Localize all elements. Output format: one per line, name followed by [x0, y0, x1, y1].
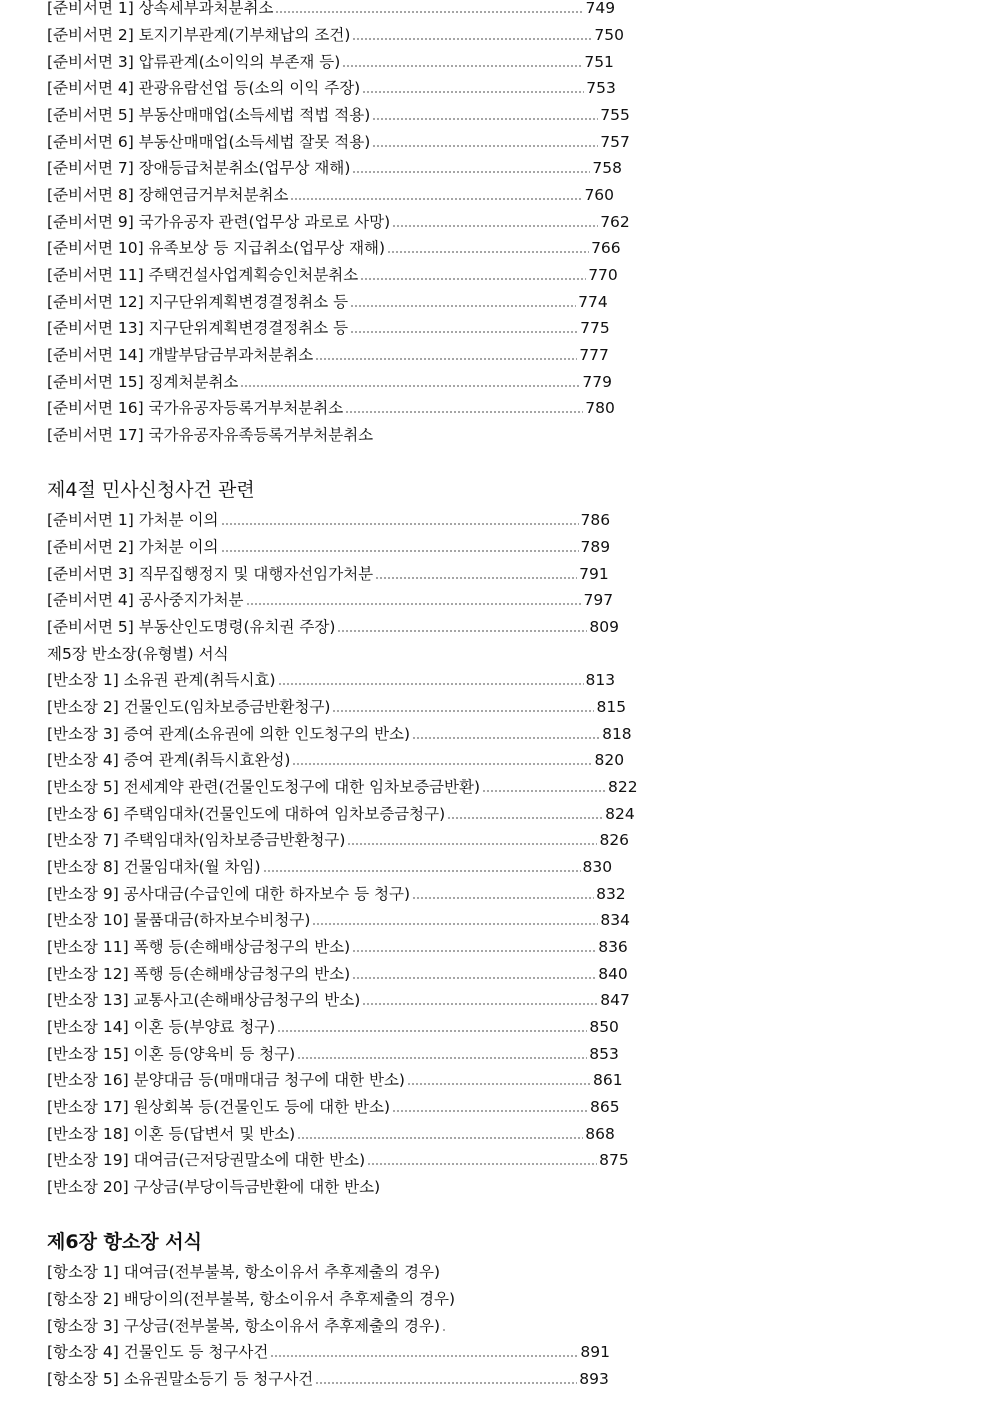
leader-dots	[315, 1382, 577, 1384]
toc-entry	[47, 774, 638, 800]
entry-page: 760	[584, 186, 615, 204]
entry-page: 766	[591, 239, 621, 257]
leader-dots	[275, 11, 583, 13]
toc-entry	[47, 1014, 619, 1040]
toc-entry	[47, 934, 628, 960]
entry-page: 755	[600, 106, 630, 124]
entry-label: [준비서면 5] 부동산매매업(소득세법 적법 적용)	[47, 106, 371, 124]
leader-dots	[345, 411, 583, 413]
leader-dots	[352, 977, 596, 979]
toc-entry	[47, 801, 635, 827]
toc-entry	[47, 1174, 380, 1200]
leader-dots	[392, 225, 598, 227]
entry-label: [반소장 4] 증여 관계(취득시효완성)	[47, 751, 291, 769]
entry-label: [준비서면 7] 장애등급처분취소(업무상 재해)	[47, 159, 351, 177]
leader-dots	[412, 897, 594, 899]
entry-page: 753	[586, 79, 616, 97]
entry-label: [항소장 3] 구상금(전부불복, 항소이유서 추후제출의 경우)	[47, 1317, 441, 1335]
toc-entry	[47, 0, 615, 21]
entry-page: 875	[599, 1151, 629, 1169]
entry-label: [반소장 2] 건물인도(임차보증금반환청구)	[47, 698, 331, 716]
entry-page: 853	[589, 1045, 619, 1063]
toc-entry	[47, 1094, 620, 1120]
leader-dots	[412, 737, 600, 739]
entry-page: 809	[589, 618, 619, 636]
leader-dots	[447, 817, 603, 819]
entry-label: [준비서면 9] 국가유공자 관련(업무상 과로로 사망)	[47, 213, 391, 231]
entry-page: 826	[599, 831, 630, 849]
entry-page: 815	[596, 698, 627, 716]
entry-page: 786	[580, 511, 611, 529]
entry-label: [준비서면 12] 지구단위계획변경결정취소 등	[47, 293, 349, 311]
toc-entry	[47, 854, 612, 880]
entry-page: 789	[580, 538, 611, 556]
toc-entry	[47, 1286, 455, 1312]
toc-entry	[47, 182, 614, 208]
entry-page: 797	[583, 591, 614, 609]
toc-entry	[47, 369, 612, 395]
entry-label: [준비서면 11] 주택건설사업계획승인처분취소	[47, 266, 359, 284]
entry-page: 749	[585, 0, 616, 17]
leader-dots	[263, 870, 581, 872]
entry-label: [반소장 3] 증여 관계(소유권에 의한 인도청구의 반소)	[47, 725, 411, 743]
leader-dots	[362, 91, 584, 93]
entry-label: [반소장 6] 주택임대차(건물인도에 대하여 임차보증금청구)	[47, 805, 446, 823]
entry-page: 822	[608, 778, 638, 796]
toc-entry	[47, 155, 622, 181]
leader-dots	[372, 145, 598, 147]
toc-entry	[47, 1147, 629, 1173]
entry-page: 770	[588, 266, 618, 284]
entry-label: [반소장 14] 이혼 등(부양료 청구)	[47, 1018, 276, 1036]
entry-label: [반소장 17] 원상회복 등(건물인도 등에 대한 반소)	[47, 1098, 390, 1116]
leader-dots	[372, 118, 598, 120]
entry-label: [반소장 11] 폭행 등(손해배상금청구의 반소)	[47, 938, 351, 956]
entry-page: 779	[582, 373, 612, 391]
leader-dots	[297, 1057, 587, 1059]
entry-label: [반소장 15] 이혼 등(양육비 등 청구)	[47, 1045, 296, 1063]
leader-dots	[347, 843, 597, 845]
entry-label: [준비서면 17] 국가유공자유족등록거부처분취소	[47, 426, 374, 444]
entry-label: [반소장 7] 주택임대차(임차보증금반환청구)	[47, 831, 346, 849]
leader-dots	[407, 1083, 591, 1085]
leader-dots	[352, 950, 596, 952]
toc-entry	[47, 262, 618, 288]
toc-entry	[47, 129, 630, 155]
leader-dots	[221, 523, 579, 525]
toc-entry	[47, 534, 610, 560]
toc-entry	[47, 507, 610, 533]
entry-label: [항소장 4] 건물인도 등 청구사건	[47, 1343, 269, 1361]
leader-dots	[362, 1003, 598, 1005]
toc-entry	[47, 1313, 448, 1339]
toc-entry	[47, 614, 619, 640]
toc-entry	[47, 694, 626, 720]
leader-dots	[392, 1110, 588, 1112]
entry-label: [준비서면 15] 징계처분취소	[47, 373, 239, 391]
entry-page: 836	[598, 938, 628, 956]
entry-label: [준비서면 10] 유족보상 등 지급취소(업무상 재해)	[47, 239, 386, 257]
entry-page: 813	[585, 671, 616, 689]
leader-dots	[350, 305, 576, 307]
entry-label: [반소장 16] 분양대금 등(매매대금 청구에 대한 반소)	[47, 1071, 405, 1089]
toc-entry	[47, 1259, 440, 1285]
leader-dots	[352, 38, 592, 40]
entry-page: 861	[592, 1071, 623, 1089]
leader-dots	[277, 1030, 587, 1032]
entry-page: 762	[600, 213, 630, 231]
toc-entry	[47, 961, 628, 987]
toc-entry	[47, 422, 373, 448]
leader-dots	[278, 683, 584, 685]
section-heading: 제6장 항소장 서식	[47, 1231, 202, 1253]
toc-entry	[47, 1067, 623, 1093]
leader-dots	[342, 65, 582, 67]
entry-label: [준비서면 6] 부동산매매업(소득세법 잘못 적용)	[47, 133, 371, 151]
entry-label: [반소장 19] 대여금(근저당권말소에 대한 반소)	[47, 1151, 366, 1169]
entry-page: 791	[579, 565, 609, 583]
entry-label: [준비서면 13] 지구단위계획변경결정취소 등	[47, 319, 349, 337]
entry-label: [반소장 8] 건물임대차(월 차임)	[47, 858, 261, 876]
leader-dots	[337, 630, 587, 632]
toc-entry	[47, 315, 610, 341]
toc-entry	[47, 75, 616, 101]
leader-dots	[367, 1163, 597, 1165]
entry-label: [반소장 12] 폭행 등(손해배상금청구의 반소)	[47, 965, 351, 983]
toc-entry	[47, 747, 624, 773]
entry-label: [준비서면 3] 직무집행정지 및 대행자선임가처분	[47, 565, 374, 583]
toc-entry	[47, 1121, 615, 1147]
entry-page: 774	[578, 293, 608, 311]
entry-label: [반소장 5] 전세계약 관련(건물인도청구에 대한 임차보증금반환)	[47, 778, 481, 796]
leader-dots	[332, 710, 594, 712]
entry-label: [반소장 1] 소유권 관계(취득시효)	[47, 671, 276, 689]
entry-label: [항소장 5] 소유권말소등기 등 청구사건	[47, 1370, 314, 1388]
leader-dots	[375, 577, 577, 579]
entry-page: 820	[594, 751, 625, 769]
entry-page: 750	[594, 26, 624, 44]
entry-label: [반소장 9] 공사대금(수급인에 대한 하자보수 등 청구)	[47, 885, 411, 903]
toc-entry	[47, 827, 629, 853]
entry-page: 757	[600, 133, 630, 151]
entry-label: [반소장 18] 이혼 등(답변서 및 반소)	[47, 1125, 296, 1143]
toc-entry	[47, 102, 630, 128]
entry-label: [준비서면 4] 공사중지가처분	[47, 591, 244, 609]
toc-entry	[47, 907, 630, 933]
entry-label: [반소장 13] 교통사고(손해배상금청구의 반소)	[47, 991, 361, 1009]
entry-label: [준비서면 2] 가처분 이의	[47, 538, 219, 556]
toc-entry	[47, 1366, 609, 1392]
entry-page: 758	[592, 159, 622, 177]
entry-page: 891	[580, 1343, 610, 1361]
entry-label: [준비서면 16] 국가유공자등록거부처분취소	[47, 399, 344, 417]
toc-entry	[47, 881, 626, 907]
entry-page: 751	[584, 53, 614, 71]
entry-label: [준비서면 14] 개발부담금부과처분취소	[47, 346, 314, 364]
toc-entry	[47, 209, 630, 235]
entry-label: [준비서면 5] 부동산인도명령(유치권 주장)	[47, 618, 336, 636]
toc-entry	[47, 289, 608, 315]
toc-entry	[47, 721, 632, 747]
leader-dots	[297, 1137, 583, 1139]
leader-dots	[246, 603, 582, 605]
toc-entry	[47, 987, 630, 1013]
entry-label: [준비서면 3] 압류관계(소이익의 부존재 등)	[47, 53, 341, 71]
leader-dots	[240, 385, 580, 387]
leader-dots	[221, 550, 579, 552]
leader-dots	[350, 331, 578, 333]
section-heading: 제4절 민사신청사건 관련	[47, 479, 255, 501]
entry-label: [항소장 2] 배당이의(전부불복, 항소이유서 추후제출의 경우)	[47, 1290, 455, 1308]
toc-entry	[47, 342, 609, 368]
toc-entry	[47, 22, 624, 48]
entry-page: 830	[582, 858, 613, 876]
entry-page: 847	[600, 991, 630, 1009]
leader-dots	[290, 198, 582, 200]
section-heading: 제5장 반소장(유형별) 서식	[47, 645, 229, 663]
entry-page: 824	[605, 805, 635, 823]
leader-dots	[312, 923, 598, 925]
entry-label: [준비서면 1] 상속세부과처분취소	[47, 0, 274, 17]
leader-dots	[387, 251, 589, 253]
entry-page: 834	[600, 911, 630, 929]
leader-dots	[292, 763, 592, 765]
entry-label: [준비서면 8] 장해연금거부처분취소	[47, 186, 289, 204]
toc-entry	[47, 587, 613, 613]
leader-dots	[360, 278, 586, 280]
entry-page: 865	[590, 1098, 620, 1116]
entry-label: [항소장 1] 대여금(전부불복, 항소이유서 추후제출의 경우)	[47, 1263, 441, 1281]
leader-dots	[315, 358, 577, 360]
entry-page: 780	[585, 399, 615, 417]
entry-label: [준비서면 2] 토지기부관계(기부채납의 조건)	[47, 26, 351, 44]
leader-dots	[482, 790, 606, 792]
toc-entry	[47, 1041, 619, 1067]
entry-page: 850	[589, 1018, 619, 1036]
leader-dots	[270, 1355, 578, 1357]
entry-page: 832	[596, 885, 626, 903]
leader-dots	[352, 171, 590, 173]
entry-page: 893	[579, 1370, 609, 1388]
toc-entry	[47, 561, 609, 587]
entry-label: [반소장 10] 물품대금(하자보수비청구)	[47, 911, 311, 929]
toc-entry	[47, 235, 621, 261]
toc-entry	[47, 49, 614, 75]
entry-page: 818	[602, 725, 632, 743]
entry-label: [준비서면 4] 관광유람선업 등(소의 이익 주장)	[47, 79, 361, 97]
entry-label: [준비서면 1] 가처분 이의	[47, 511, 219, 529]
toc-entry	[47, 1339, 610, 1365]
entry-page: 775	[580, 319, 610, 337]
entry-page: 840	[598, 965, 628, 983]
entry-page: 868	[585, 1125, 615, 1143]
toc-entry	[47, 667, 615, 693]
toc-entry	[47, 395, 615, 421]
leader-dots	[442, 1329, 446, 1331]
entry-page: 777	[579, 346, 609, 364]
entry-label: [반소장 20] 구상금(부당이득금반환에 대한 반소)	[47, 1178, 381, 1196]
